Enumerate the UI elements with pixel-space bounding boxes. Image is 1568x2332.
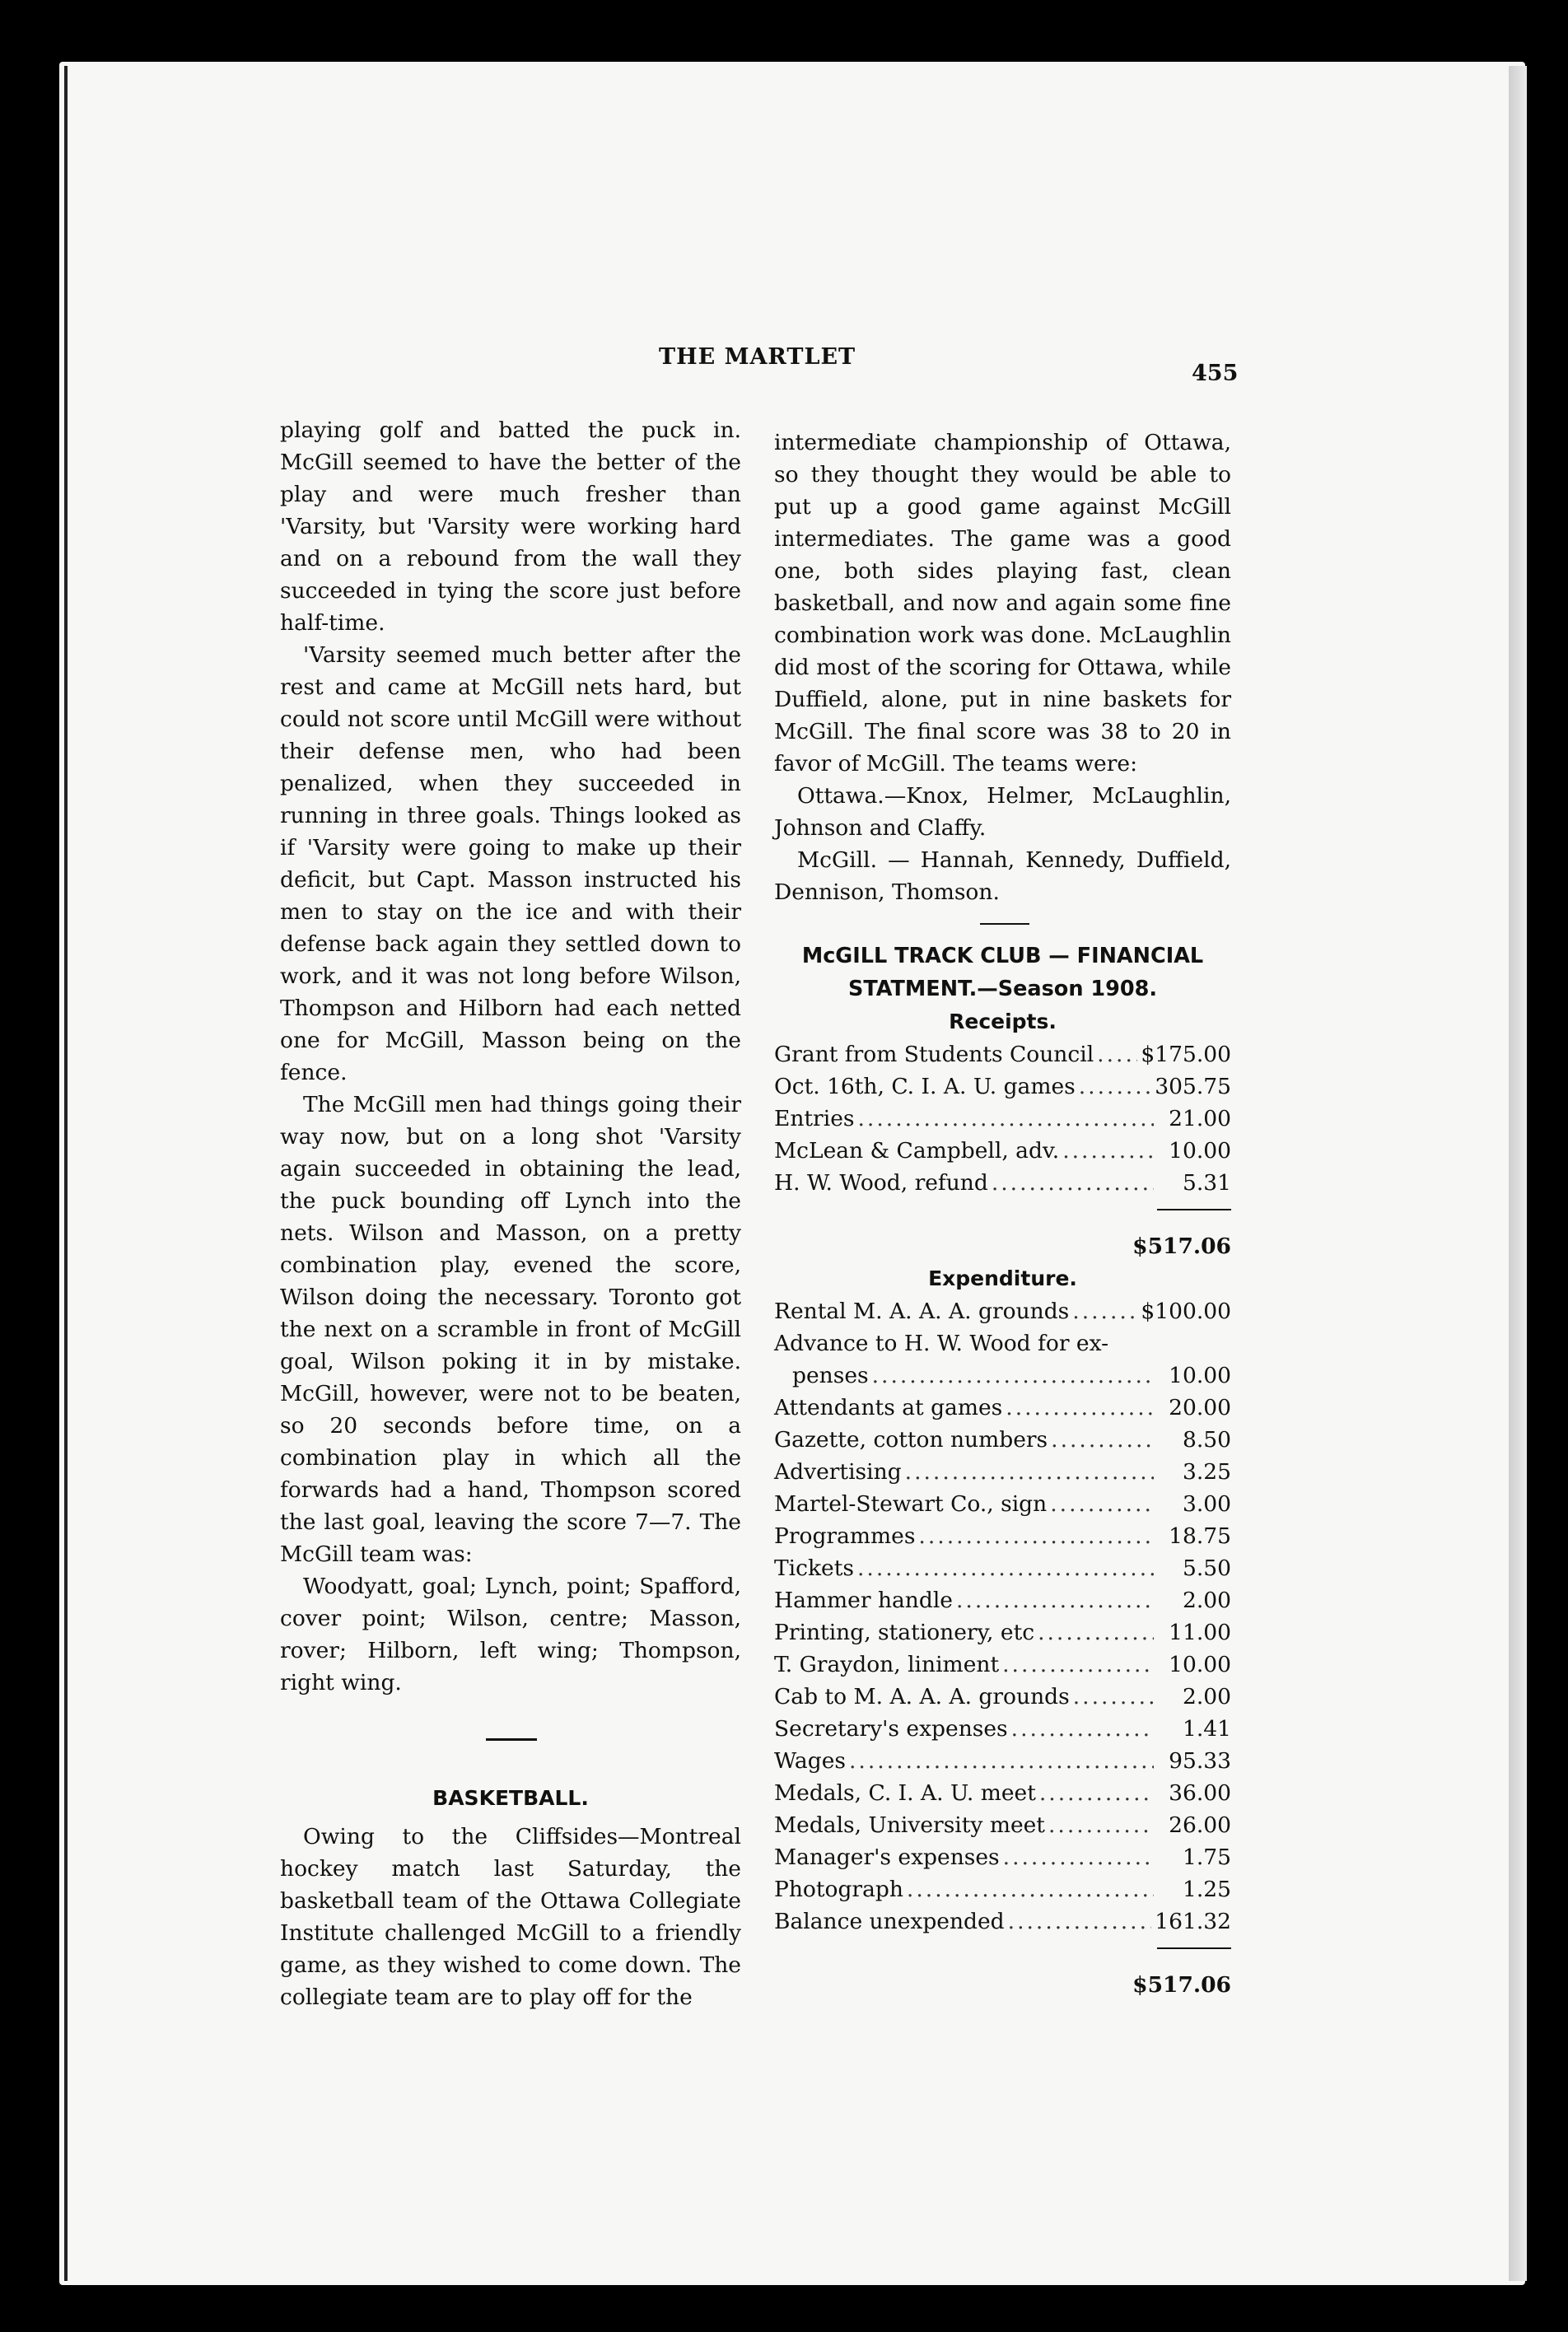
binding-edge [64,66,68,2281]
leader-dots [918,1520,1154,1552]
ledger-amount: 305.75 [1155,1074,1231,1099]
ledger-row [774,1552,1231,1584]
leader-dots [857,1552,1154,1584]
ledger-row [774,1360,1231,1392]
leader-dots [1050,1488,1154,1520]
leader-dots [1039,1777,1154,1809]
ledger-label: Advance to H. W. Wood for ex- [774,1331,1109,1356]
ledger-row [774,1167,1231,1199]
page-number: 455 [1192,361,1239,386]
ledger-row [774,1809,1231,1841]
receipts-heading: Receipts. [949,1010,1057,1033]
paragraph: 'Varsity seemed much better after the rest and came at McGill nets hard, but could not score until McGill were without their defense men, who had been penalized, when they succeeded in running in three goals. Things looked as if 'Varsity were going to make up their deficit, but Capt. Masson instructed his men to stay on the ice and with their defense back again they settled down to work, and it was not long before Wilson, Thompson and Hilborn had each netted one for McGill, Masson being on the fence. [280,642,741,1085]
leader-dots [858,1103,1155,1135]
ledger-amount: 36.00 [1169,1780,1231,1806]
leader-dots [1073,1681,1154,1713]
financial-statement-subtitle: STATMENT.—Season 1908. [847,977,1158,1001]
ledger-label: Entries [774,1106,855,1131]
right-column [774,427,1231,2001]
page-edge-shadow [1509,66,1527,2281]
ledger-row [774,1616,1231,1649]
section-divider [980,923,1029,925]
ledger-row [774,1456,1231,1488]
ledger-amount: 18.75 [1169,1523,1231,1549]
ledger-label: penses [792,1363,869,1388]
leader-dots [956,1584,1154,1616]
ledger-row [774,1103,1231,1135]
ledger-row [774,1295,1231,1327]
ledger-row [774,1070,1231,1103]
ledger-amount: 26.00 [1169,1812,1231,1838]
leader-dots [905,1456,1154,1488]
ledger-label: Photograph [774,1877,903,1902]
ledger-label: Oct. 16th, C. I. A. U. games [774,1074,1076,1099]
ledger-row [774,1649,1231,1681]
ledger-row [774,1841,1231,1873]
team-lineup-paragraph: Woodyatt, goal; Lynch, point; Spafford, cover point; Wilson, centre; Masson, rover; Hilborn, left wing; Thompson, right wing. [280,1574,741,1695]
ledger-label: Manager's expenses [774,1845,1000,1870]
ledger-label: Rental M. A. A. A. grounds [774,1299,1070,1324]
leader-dots [1008,1905,1152,1938]
leader-dots [1003,1841,1154,1873]
ledger-amount: 95.33 [1169,1748,1231,1774]
ledger-label: T. Graydon, liniment [774,1652,1000,1677]
ledger-label: Wages [774,1748,846,1774]
ledger-amount: 10.00 [1169,1138,1231,1164]
receipts-total: $517.06 [1132,1234,1231,1259]
ledger-label: Medals, University meet [774,1812,1045,1838]
ledger-row [774,1905,1231,1938]
ledger-row [774,1424,1231,1456]
ledger-label: Tickets [774,1555,854,1581]
leader-dots [1002,1649,1154,1681]
ledger-label: Printing, stationery, etc [774,1620,1035,1645]
ledger-label: H. W. Wood, refund [774,1170,988,1196]
ledger-label: Advertising [774,1459,902,1485]
ledger-row [774,1488,1231,1520]
leader-dots [1079,1070,1152,1103]
ledger-amount: 1.25 [1182,1877,1231,1902]
ledger-label: Grant from Students Council [774,1042,1094,1067]
ledger-label: Hammer handle [774,1588,953,1613]
left-column [280,414,741,2013]
ledger-label: Cab to M. A. A. A. grounds [774,1684,1070,1709]
section-divider [486,1738,537,1741]
ledger-amount: 8.50 [1182,1427,1231,1453]
leader-dots [1038,1616,1154,1649]
leader-dots [1072,1295,1137,1327]
leader-dots [1051,1424,1154,1456]
ledger-label: Gazette, cotton numbers [774,1427,1048,1453]
ledger-amount: 20.00 [1169,1395,1231,1420]
basketball-heading: BASKETBALL. [432,1786,589,1810]
expenditure-list [774,1392,1231,1938]
financial-statement-title: McGILL TRACK CLUB — FINANCIAL [801,944,1204,968]
ledger-amount: 161.32 [1155,1909,1231,1934]
ledger-amount: $100.00 [1141,1299,1231,1324]
ledger-amount: 3.25 [1182,1459,1231,1485]
ledger-amount: $175.00 [1141,1042,1231,1067]
ledger-amount: 10.00 [1169,1652,1231,1677]
paragraph: intermediate championship of Ottawa, so they thought they would be able to put up a good game against McGill intermediates. The game was a good one, both sides playing fast, clean basketball, and now and again some fine combination work was done. McLaughlin did most of the scoring for Ottawa, while Duffield, alone, put in nine baskets for McGill. The final score was 38 to 20 in favor of McGill. The teams were: [774,430,1231,777]
leader-dots [1006,1392,1154,1424]
ledger-label: Secretary's expenses [774,1716,1008,1742]
leader-dots [1097,1038,1137,1070]
leader-dots [907,1873,1154,1905]
ledger-row [774,1520,1231,1552]
ledger-row [774,1135,1231,1167]
total-rule [1157,1209,1231,1210]
ledger-amount: 2.00 [1182,1588,1231,1613]
ledger-row [774,1713,1231,1745]
total-rule [1157,1947,1231,1949]
ledger-amount: 10.00 [1169,1363,1231,1388]
ledger-label: Medals, C. I. A. U. meet [774,1780,1036,1806]
leader-dots [992,1167,1154,1199]
ledger-row [774,1392,1231,1424]
paragraph: The McGill men had things going their way now, but on a long shot 'Varsity again succeeded in obtaining the lead, the puck bounding off Lynch into the nets. Wilson and Masson, on a pretty combination play, evened the score, Wilson doing the necessary. Toronto got the next on a scramble in front of McGill goal, Wilson poking it in by mistake. McGill, however, were not to be beaten, so 20 seconds before time, on a combination play in which all the forwards had a hand, Thompson scored the last goal, leaving the score 7—7. The McGill team was: [280,1092,741,1567]
ledger-amount: 5.31 [1182,1170,1231,1196]
ledger-amount: 2.00 [1182,1684,1231,1709]
ledger-row [774,1873,1231,1905]
ledger-amount: 1.75 [1182,1845,1231,1870]
ledger-amount: 1.41 [1182,1716,1231,1742]
ledger-amount: 11.00 [1169,1620,1231,1645]
paragraph: playing golf and batted the puck in. McGill seemed to have the better of the play and were much fresher than 'Varsity, but 'Varsity were working hard and on a rebound from the wall they succeeded in tying the score just before half-time. [280,417,741,636]
ledger-row [774,1777,1231,1809]
ledger-label: Attendants at games [774,1395,1003,1420]
ledger-amount: 3.00 [1182,1491,1231,1517]
paragraph: Owing to the Cliffsides—Montreal hockey match last Saturday, the basketball team of the Ottawa Collegiate Institute challenged McGill to a friendly game, as they wished to come down. The collegiate team are to play off for the [280,1824,741,2010]
ledger-amount: 5.50 [1182,1555,1231,1581]
expenditure-total: $517.06 [1132,1972,1231,1998]
ledger-label: Martel-Stewart Co., sign [774,1491,1048,1517]
team-lineup-mcgill: McGill. — Hannah, Kennedy, Duffield, Dennison, Thomson. [774,847,1231,905]
leader-dots [1011,1713,1154,1745]
leader-dots [872,1360,1154,1392]
ledger-row [774,1584,1231,1616]
ledger-label: Balance unexpended [774,1909,1005,1934]
leader-dots [849,1745,1154,1777]
expenditure-heading: Expenditure. [928,1266,1077,1290]
ledger-amount: 21.00 [1169,1106,1231,1131]
ledger-row-wrapped [774,1327,1231,1360]
team-lineup-ottawa: Ottawa.—Knox, Helmer, McLaughlin, Johnson and Claffy. [774,783,1231,841]
receipts-list [774,1038,1231,1199]
running-header-title: THE MARTLET [659,344,856,370]
leader-dots [1062,1135,1154,1167]
ledger-row [774,1038,1231,1070]
ledger-row [774,1681,1231,1713]
leader-dots [1048,1809,1154,1841]
ledger-row [774,1745,1231,1777]
ledger-label: McLean & Campbell, adv. [774,1138,1060,1164]
ledger-label: Programmes [774,1523,916,1549]
